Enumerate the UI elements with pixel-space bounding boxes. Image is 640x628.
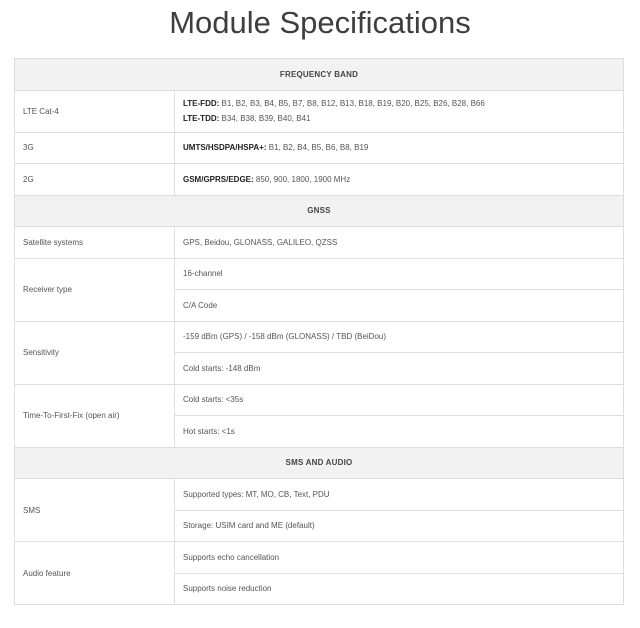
table-row (15, 542, 624, 574)
row-label-sms: SMS (15, 479, 175, 542)
row-value-satellite-systems: GPS, Beidou, GLONASS, GALILEO, QZSS (175, 227, 624, 259)
3g-value: B1, B2, B4, B5, B6, B8, B19 (266, 143, 369, 153)
row-value-sms-2: Storage: USIM card and ME (default) (175, 510, 624, 542)
row-value-ttff-2: Hot starts: <1s (175, 416, 624, 448)
3g-key: UMTS/HSDPA/HSPA+: (183, 143, 267, 153)
section-header-row (15, 447, 624, 479)
row-value-3g (175, 132, 624, 164)
row-label-2g: 2G (15, 164, 175, 196)
row-value-ttff-1: Cold starts: <35s (175, 384, 624, 416)
lte-fdd-key: LTE-FDD: (183, 99, 220, 108)
row-label-satellite-systems: Satellite systems (15, 227, 175, 259)
row-value-audio-2: Supports noise reduction (175, 573, 624, 605)
lte-tdd-line (183, 111, 615, 126)
row-value-sensitivity-1: -159 dBm (GPS) / -158 dBm (GLONASS) / TBD (BeiDou) (175, 321, 624, 353)
table-row (15, 227, 624, 259)
row-label-audio-feature: Audio feature (15, 542, 175, 605)
lte-tdd-key: LTE-TDD: (183, 114, 220, 123)
lte-fdd-line (183, 96, 615, 111)
table-row (15, 479, 624, 511)
row-label-sensitivity: Sensitivity (15, 321, 175, 384)
section-header-sms-audio: SMS AND AUDIO (15, 447, 624, 479)
table-row (15, 258, 624, 290)
section-header-row (15, 195, 624, 227)
row-value-receiver-type-1: 16-channel (175, 258, 624, 290)
section-header-frequency-band: FREQUENCY BAND (15, 59, 624, 91)
table-row (15, 164, 624, 196)
specifications-table (14, 58, 624, 605)
lte-fdd-value: B1, B2, B3, B4, B5, B7, B8, B12, B13, B18, B19, B20, B25, B26, B28, B66 (219, 99, 485, 108)
lte-tdd-value: B34, B38, B39, B40, B41 (219, 114, 311, 123)
row-label-3g: 3G (15, 132, 175, 164)
row-value-2g (175, 164, 624, 196)
section-header-row (15, 59, 624, 91)
page-title: Module Specifications (169, 5, 471, 40)
table-row (15, 132, 624, 164)
table-row (15, 384, 624, 416)
row-label-ttff: Time-To-First-Fix (open air) (15, 384, 175, 447)
row-label-receiver-type: Receiver type (15, 258, 175, 321)
row-value-sms-1: Supported types: MT, MO, CB, Text, PDU (175, 479, 624, 511)
2g-key: GSM/GPRS/EDGE: (183, 174, 254, 184)
table-row (15, 90, 624, 132)
row-value-receiver-type-2: C/A Code (175, 290, 624, 322)
row-label-lte: LTE Cat-4 (15, 90, 175, 132)
row-value-lte (175, 90, 624, 132)
row-value-sensitivity-2: Cold starts: -148 dBm (175, 353, 624, 385)
table-row (15, 321, 624, 353)
section-header-gnss: GNSS (15, 195, 624, 227)
row-value-audio-1: Supports echo cancellation (175, 542, 624, 574)
2g-value: 850, 900, 1800, 1900 MHz (253, 174, 351, 184)
